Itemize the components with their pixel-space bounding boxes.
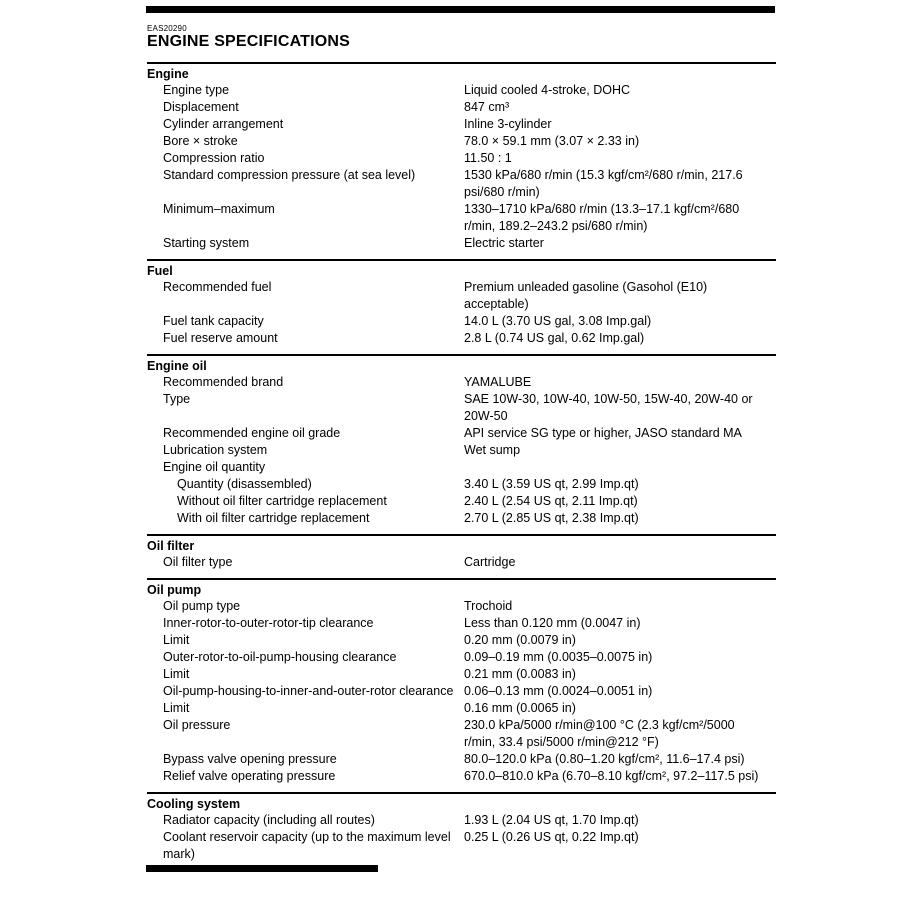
section-divider xyxy=(147,792,776,794)
bottom-rule xyxy=(146,865,378,872)
spec-row xyxy=(147,649,776,666)
spec-value: 230.0 kPa/5000 r/min@100 °C (2.3 kgf/cm²/5000 r/min, 33.4 psi/5000 r/min@212 °F) xyxy=(464,718,735,749)
spec-row xyxy=(147,493,776,510)
spec-row xyxy=(147,82,776,99)
section-divider xyxy=(147,259,776,261)
spec-value: 14.0 L (3.70 US gal, 3.08 Imp.gal) xyxy=(464,314,652,328)
spec-value: Liquid cooled 4-stroke, DOHC xyxy=(464,83,631,97)
spec-row xyxy=(147,235,776,252)
spec-label: Compression ratio xyxy=(163,151,265,165)
spec-row xyxy=(147,683,776,700)
page-title: ENGINE SPECIFICATIONS xyxy=(147,33,351,50)
spec-label: Without oil filter cartridge replacement xyxy=(177,494,387,508)
spec-value: 847 cm³ xyxy=(464,100,510,114)
spec-label: Oil-pump-housing-to-inner-and-outer-rotor clearance xyxy=(163,684,454,698)
spec-label: Bypass valve opening pressure xyxy=(163,752,337,766)
section-title-engine-oil: Engine oil xyxy=(147,359,207,373)
spec-value: SAE 10W-30, 10W-40, 10W-50, 15W-40, 20W-40 or 20W-50 xyxy=(464,392,753,423)
spec-label: Quantity (disassembled) xyxy=(177,477,312,491)
spec-row xyxy=(147,751,776,768)
spec-row xyxy=(147,476,776,493)
spec-value: 0.25 L (0.26 US qt, 0.22 Imp.qt) xyxy=(464,830,639,844)
spec-value: Electric starter xyxy=(464,236,544,250)
spec-label: Oil filter type xyxy=(163,555,233,569)
spec-value: 2.70 L (2.85 US qt, 2.38 Imp.qt) xyxy=(464,511,639,525)
spec-value: 3.40 L (3.59 US qt, 2.99 Imp.qt) xyxy=(464,477,639,491)
spec-value: 0.09–0.19 mm (0.0035–0.0075 in) xyxy=(464,650,653,664)
spec-row xyxy=(147,99,776,116)
spec-value: 80.0–120.0 kPa (0.80–1.20 kgf/cm², 11.6–17.4 psi) xyxy=(464,752,745,766)
spec-label: Inner-rotor-to-outer-rotor-tip clearance xyxy=(163,616,374,630)
section-title-oil-filter: Oil filter xyxy=(147,539,195,553)
spec-row xyxy=(147,812,776,829)
spec-label: Limit xyxy=(163,633,190,647)
spec-row xyxy=(147,632,776,649)
spec-label: Engine type xyxy=(163,83,230,97)
spec-row xyxy=(147,330,776,347)
spec-row xyxy=(147,116,776,133)
section-code: EAS20290 xyxy=(147,24,187,33)
spec-row xyxy=(147,615,776,632)
section-divider xyxy=(147,534,776,536)
spec-value: Trochoid xyxy=(464,599,513,613)
spec-value: API service SG type or higher, JASO standard MA xyxy=(464,426,742,440)
spec-row xyxy=(147,374,776,391)
section-title-cooling-system: Cooling system xyxy=(147,797,241,811)
spec-label: Cylinder arrangement xyxy=(163,117,284,131)
spec-section-oil-pump xyxy=(147,578,776,785)
spec-value: 11.50 : 1 xyxy=(464,151,512,165)
section-title-oil-pump: Oil pump xyxy=(147,583,202,597)
spec-section-engine xyxy=(147,62,776,252)
spec-label: Type xyxy=(163,392,191,406)
spec-value: 1530 kPa/680 r/min (15.3 kgf/cm²/680 r/min, 217.6 psi/680 r/min) xyxy=(464,168,743,199)
spec-row xyxy=(147,425,776,442)
spec-row xyxy=(147,313,776,330)
spec-row xyxy=(147,442,776,459)
spec-row xyxy=(147,829,776,863)
spec-label: Fuel tank capacity xyxy=(163,314,264,328)
spec-section-oil-filter xyxy=(147,534,776,571)
spec-label: Starting system xyxy=(163,236,250,250)
spec-label: Limit xyxy=(163,701,190,715)
spec-label: Recommended brand xyxy=(163,375,284,389)
section-divider xyxy=(147,354,776,356)
spec-label: Bore × stroke xyxy=(163,134,238,148)
spec-row xyxy=(147,279,776,313)
spec-value: 1330–1710 kPa/680 r/min (13.3–17.1 kgf/cm²/680 r/min, 189.2–243.2 psi/680 r/min) xyxy=(464,202,740,233)
spec-value: Premium unleaded gasoline (Gasohol (E10) acceptable) xyxy=(464,280,708,311)
spec-section-fuel xyxy=(147,259,776,347)
spec-label: Oil pressure xyxy=(163,718,231,732)
spec-label: Coolant reservoir capacity (up to the maximum level mark) xyxy=(163,830,451,861)
spec-value: Inline 3-cylinder xyxy=(464,117,552,131)
spec-value: 0.20 mm (0.0079 in) xyxy=(464,633,576,647)
spec-label: Lubrication system xyxy=(163,443,268,457)
spec-section-cooling-system xyxy=(147,792,776,863)
spec-value: Less than 0.120 mm (0.0047 in) xyxy=(464,616,641,630)
spec-label: Standard compression pressure (at sea level) xyxy=(163,168,416,182)
section-divider xyxy=(147,62,776,64)
spec-value: 0.06–0.13 mm (0.0024–0.0051 in) xyxy=(464,684,653,698)
spec-value: 0.16 mm (0.0065 in) xyxy=(464,701,576,715)
spec-label: With oil filter cartridge replacement xyxy=(177,511,370,525)
spec-row xyxy=(147,717,776,751)
spec-row xyxy=(147,201,776,235)
spec-row xyxy=(147,554,776,571)
spec-label: Engine oil quantity xyxy=(163,460,266,474)
spec-label: Fuel reserve amount xyxy=(163,331,278,345)
spec-label: Displacement xyxy=(163,100,239,114)
spec-value: YAMALUBE xyxy=(464,375,532,389)
section-divider xyxy=(147,578,776,580)
spec-label: Oil pump type xyxy=(163,599,241,613)
spec-row xyxy=(147,768,776,785)
spec-row xyxy=(147,167,776,201)
spec-value: 0.21 mm (0.0083 in) xyxy=(464,667,576,681)
spec-value: 2.8 L (0.74 US gal, 0.62 Imp.gal) xyxy=(464,331,645,345)
spec-row xyxy=(147,510,776,527)
spec-label: Radiator capacity (including all routes) xyxy=(163,813,375,827)
spec-row xyxy=(147,150,776,167)
spec-section-engine-oil xyxy=(147,354,776,527)
spec-label: Relief valve operating pressure xyxy=(163,769,336,783)
spec-row xyxy=(147,391,776,425)
spec-label: Limit xyxy=(163,667,190,681)
spec-label: Recommended fuel xyxy=(163,280,272,294)
spec-row xyxy=(147,666,776,683)
section-title-fuel: Fuel xyxy=(147,264,173,278)
top-rule xyxy=(146,6,775,13)
spec-sections xyxy=(147,62,776,872)
spec-row xyxy=(147,133,776,150)
spec-value: 1.93 L (2.04 US qt, 1.70 Imp.qt) xyxy=(464,813,639,827)
spec-label: Outer-rotor-to-oil-pump-housing clearance xyxy=(163,650,397,664)
spec-value: Wet sump xyxy=(464,443,521,457)
spec-value: Cartridge xyxy=(464,555,516,569)
spec-label: Minimum–maximum xyxy=(163,202,275,216)
spec-value: 78.0 × 59.1 mm (3.07 × 2.33 in) xyxy=(464,134,640,148)
spec-row xyxy=(147,459,776,476)
spec-row xyxy=(147,700,776,717)
spec-value: 670.0–810.0 kPa (6.70–8.10 kgf/cm², 97.2–117.5 psi) xyxy=(464,769,759,783)
spec-row xyxy=(147,598,776,615)
spec-value: 2.40 L (2.54 US qt, 2.11 Imp.qt) xyxy=(464,494,638,508)
section-title-engine: Engine xyxy=(147,67,189,81)
spec-label: Recommended engine oil grade xyxy=(163,426,341,440)
